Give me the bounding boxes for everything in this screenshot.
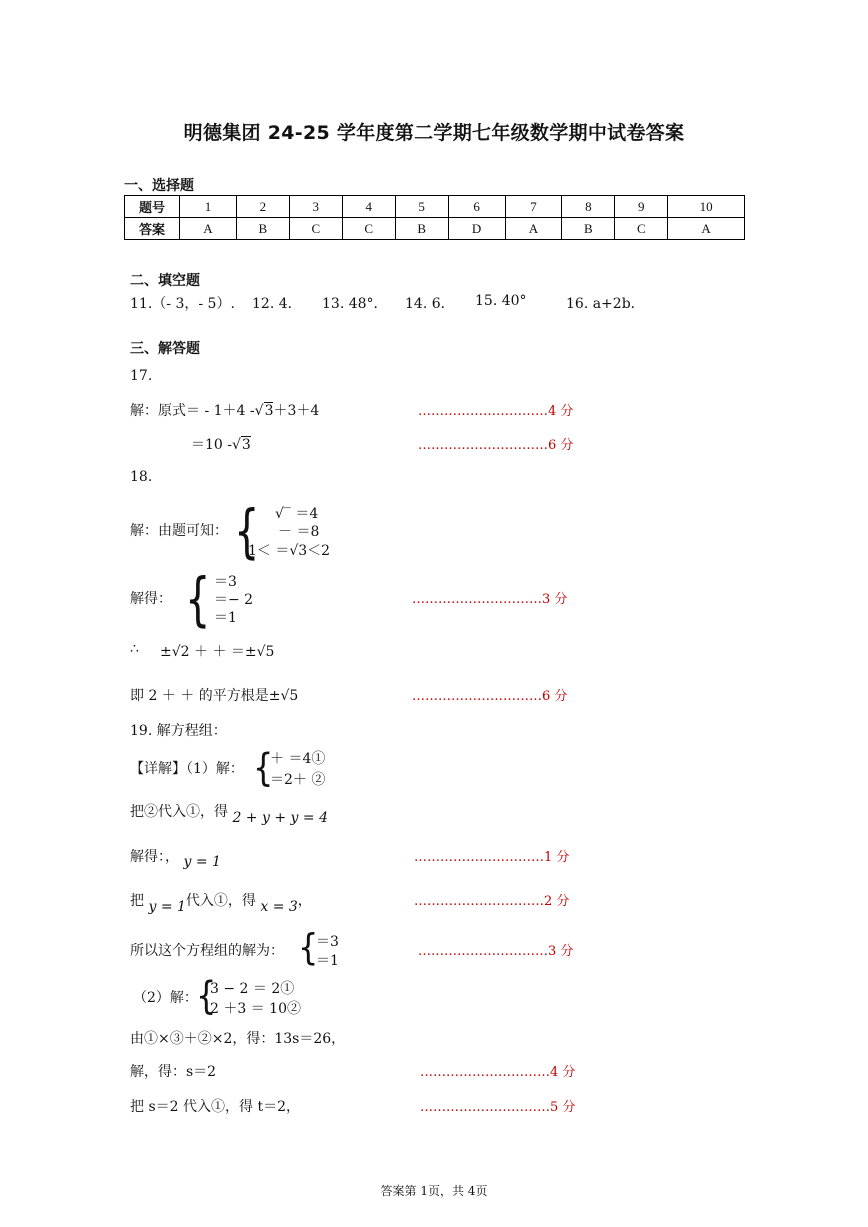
table-row — [125, 196, 745, 218]
q18-number: 18. — [130, 469, 153, 485]
row-label-answer: 答案 — [125, 218, 180, 240]
question-number: 3 — [289, 196, 342, 218]
question-number: 5 — [395, 196, 448, 218]
answer-cell: A — [180, 218, 237, 240]
q19-result-1: ＝3 — [316, 934, 339, 950]
q19-result-label: 所以这个方程组的解为： — [130, 943, 284, 959]
fill-answer-16: 16. a+2b． — [566, 296, 645, 312]
answer-cell: B — [236, 218, 289, 240]
question-number: 9 — [615, 196, 668, 218]
q19-solve-y-label: 解得：， — [130, 849, 179, 865]
q19-sub-y-end: ， — [297, 893, 312, 909]
fill-answer-13: 13. 48°． — [322, 296, 388, 312]
q19-heading: 19. 解方程组： — [130, 723, 227, 739]
score-marker: …………………………3 分 — [412, 592, 568, 607]
q19-p2-eq1: 3 − 2 ＝ 2① — [210, 981, 295, 997]
q18-label: 解：由题可知： — [130, 523, 228, 539]
q19-p1-eq1: ＋ ＝4① — [270, 751, 326, 767]
question-number: 7 — [505, 196, 562, 218]
answer-cell: C — [615, 218, 668, 240]
question-number: 2 — [236, 196, 289, 218]
answer-cell: B — [562, 218, 615, 240]
fill-answer-14: 14. 6． — [405, 296, 455, 312]
q17-line2-prefix: ＝10 - — [191, 437, 232, 453]
q19-solve-y — [130, 846, 221, 870]
answer-cell: C — [289, 218, 342, 240]
q19-solve-s: 解，得：s＝2 — [130, 1064, 217, 1080]
score-marker: …………………………6 分 — [412, 689, 568, 704]
q19-sub-y-prefix: 把 — [130, 893, 144, 909]
q17-line2-root: 3 — [241, 437, 251, 453]
fill-answer-15: 15. 40° — [475, 293, 527, 309]
left-brace-icon: { — [234, 498, 260, 566]
answer-table — [124, 195, 745, 240]
q18-system-eq1: √‾ ＝4 — [275, 506, 319, 522]
left-brace-icon: { — [298, 925, 319, 970]
q17-line1-suffix: ＋3＋4 — [273, 403, 320, 419]
q18-solution-1: ＝3 — [214, 574, 237, 590]
question-number: 1 — [180, 196, 237, 218]
score-marker: …………………………6 分 — [418, 438, 574, 453]
q18-solution-3: ＝1 — [214, 610, 237, 626]
question-number: 6 — [448, 196, 505, 218]
score-marker: …………………………5 分 — [420, 1100, 576, 1115]
score-marker: …………………………4 分 — [418, 404, 574, 419]
question-number: 8 — [562, 196, 615, 218]
question-number: 4 — [342, 196, 395, 218]
table-row — [125, 218, 745, 240]
score-marker: …………………………4 分 — [420, 1065, 576, 1080]
score-marker: …………………………2 分 — [414, 894, 570, 909]
answer-cell: D — [448, 218, 505, 240]
q19-sub-y-res: x = 3 — [260, 899, 298, 915]
q19-sub-y-expr: y = 1 — [148, 899, 186, 915]
q17-line1-prefix: 解：原式＝ - 1＋4 - — [130, 403, 255, 419]
q19-p1-eq2: ＝2＋ ② — [270, 772, 326, 788]
section-heading-choice: 一、选择题 — [124, 178, 194, 194]
question-number: 10 — [668, 196, 745, 218]
q19-sub-s: 把 s＝2 代入①，得 t＝2， — [130, 1099, 300, 1115]
q18-conclusion: 即 2 ＋ ＋ 的平方根是±√5 — [130, 688, 299, 704]
answer-cell: A — [505, 218, 562, 240]
section-heading-fill: 二、填空题 — [130, 273, 200, 289]
q18-therefore-expr: ±√2 ＋ ＋ ＝±√5 — [160, 644, 275, 660]
score-marker: …………………………3 分 — [418, 944, 574, 959]
sqrt-sign-icon: √ — [232, 437, 241, 453]
q19-elimination: 由①×③＋②×2，得：13s＝26， — [130, 1031, 346, 1047]
q19-sub-text: 把②代入①，得 — [130, 804, 228, 820]
answer-cell: B — [395, 218, 448, 240]
page-footer: 答案第 1页，共 4页 — [380, 1184, 488, 1198]
page-title: 明德集团 24-25 学年度第二学期七年级数学期中试卷答案 — [183, 122, 685, 144]
left-brace-icon: { — [253, 744, 274, 790]
answer-cell: C — [342, 218, 395, 240]
fill-answer-11: 11.（- 3，- 5）. — [130, 296, 235, 312]
q17-number: 17. — [130, 368, 153, 384]
left-brace-icon: { — [196, 972, 217, 1018]
q18-system-eq3: 1＜ ＝√3＜2 — [248, 543, 331, 559]
section-heading-solve: 三、解答题 — [130, 341, 200, 357]
q19-solve-y-expr: y = 1 — [183, 854, 221, 870]
q18-solved-label: 解得： — [130, 591, 172, 607]
q19-p2-eq2: 2 ＋3 ＝ 10② — [210, 1001, 301, 1017]
q18-solution-2: ＝− 2 — [214, 592, 254, 608]
q19-result-2: ＝1 — [316, 953, 339, 969]
q19-sub-y-mid: 代入①，得 — [185, 893, 256, 909]
row-label-question: 题号 — [125, 196, 180, 218]
q19-part2-label: （2）解： — [133, 990, 198, 1006]
q19-sub-expr: 2 + y + y = 4 — [232, 810, 328, 826]
left-brace-icon: { — [185, 566, 211, 634]
therefore-icon: ∴ — [130, 641, 139, 657]
score-marker: …………………………1 分 — [414, 850, 570, 865]
q18-system-eq2: － ＝8 — [278, 524, 320, 540]
fill-answer-12: 12. 4． — [252, 296, 302, 312]
q17-line2 — [191, 434, 251, 454]
answer-cell: A — [668, 218, 745, 240]
q19-part1-label: 【详解】（1）解： — [130, 761, 244, 777]
q17-line1-root: 3 — [264, 403, 274, 419]
q19-sub-line — [130, 801, 328, 826]
sqrt-sign-icon: √ — [254, 403, 264, 419]
q17-line1 — [130, 400, 319, 420]
q19-sub-y — [130, 890, 312, 915]
